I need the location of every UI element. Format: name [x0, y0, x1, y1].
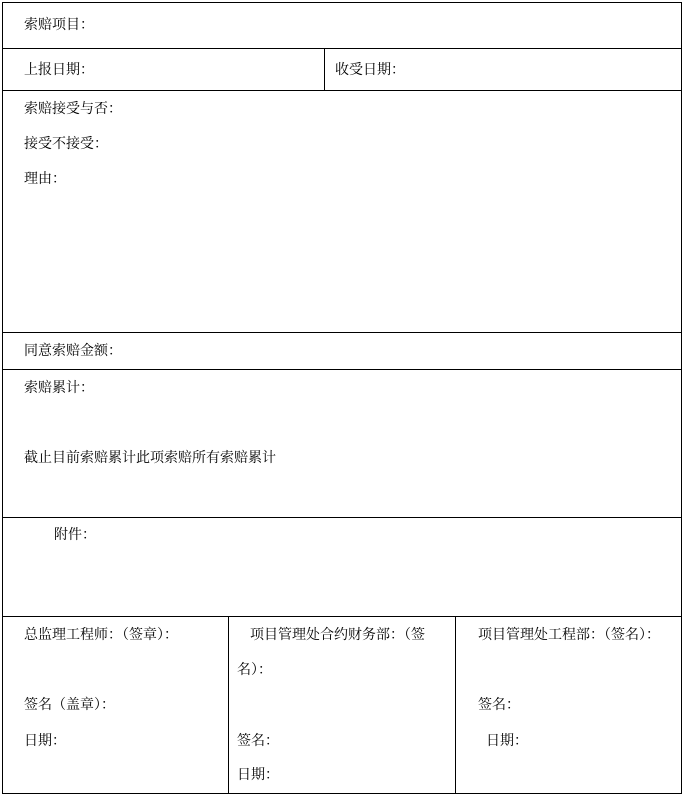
column-divider	[455, 616, 456, 794]
row-divider	[2, 332, 682, 333]
receive-date-label: 收受日期：	[335, 62, 405, 78]
row-divider	[2, 616, 682, 617]
engineering-dept-sign-label: 签名：	[478, 697, 520, 713]
finance-dept-date-label: 日期：	[237, 767, 279, 783]
row-divider	[2, 90, 682, 91]
attachment-label: 附件：	[54, 527, 96, 543]
agreed-amount-label: 同意索赔金额：	[24, 343, 122, 359]
report-date-label: 上报日期：	[24, 62, 94, 78]
engineering-dept-title: 项目管理处工程部：（签名）：	[478, 627, 660, 643]
table-border-left	[2, 2, 3, 794]
chief-supervisor-sign-label: 签名（盖章）：	[24, 697, 115, 713]
row-divider	[2, 517, 682, 518]
reason-label: 理由：	[24, 171, 66, 187]
table-border-right	[681, 2, 682, 794]
chief-supervisor-title: 总监理工程师：（签章）：	[24, 627, 178, 643]
row-divider	[2, 369, 682, 370]
table-border-bottom	[2, 793, 682, 794]
table-border-top	[2, 2, 682, 3]
engineering-dept-date-label: 日期：	[486, 733, 528, 749]
finance-dept-title: 项目管理处合约财务部：（签	[250, 627, 425, 643]
claim-item-label: 索赔项目：	[24, 17, 94, 33]
column-divider	[228, 616, 229, 794]
chief-supervisor-date-label: 日期：	[24, 733, 66, 749]
column-divider	[324, 48, 325, 91]
finance-dept-title-cont: 名）：	[237, 662, 272, 678]
finance-dept-sign-label: 签名：	[237, 733, 279, 749]
cumulative-label: 索赔累计：	[24, 380, 94, 396]
acceptance-label: 索赔接受与否：	[24, 101, 122, 117]
row-divider	[2, 48, 682, 49]
cumulative-detail: 截止目前索赔累计此项索赔所有索赔累计	[24, 450, 276, 466]
accept-options-label: 接受不接受：	[24, 136, 108, 152]
